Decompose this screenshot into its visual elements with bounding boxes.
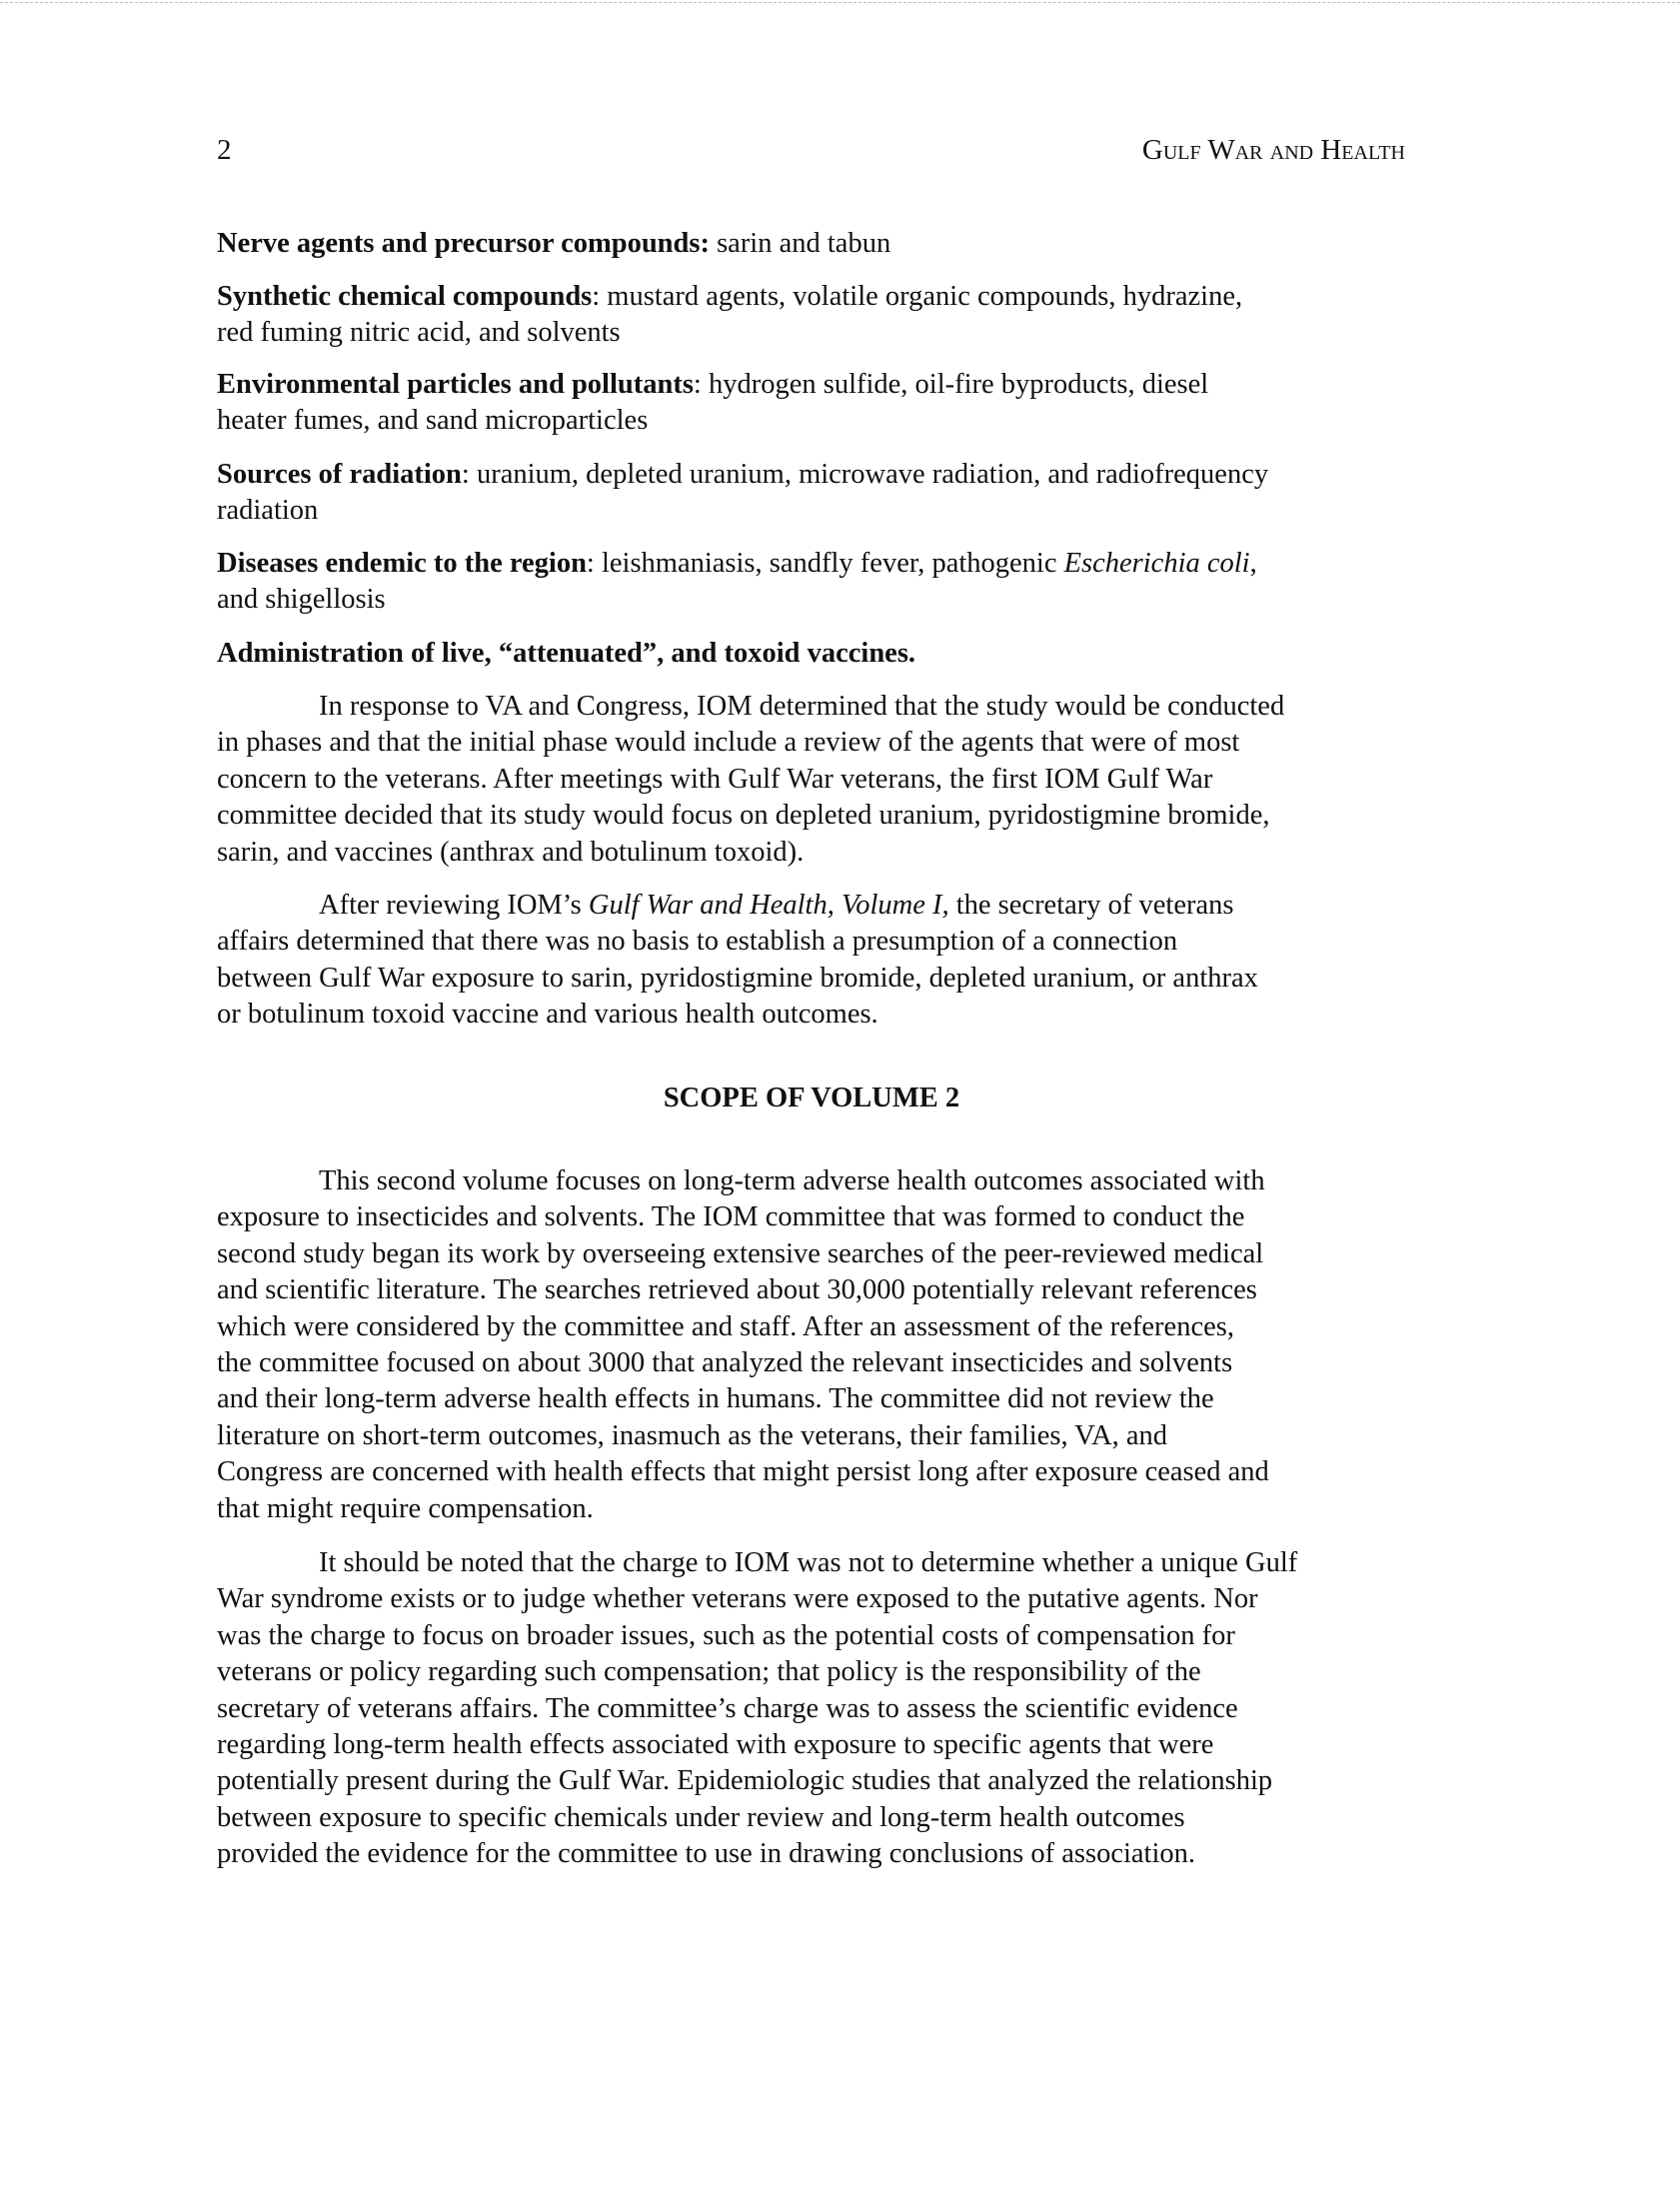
text-run: exposure to insecticides and solvents. The IOM committee that was formed to conduct the (217, 1201, 1245, 1233)
text-run: veterans or policy regarding such compensation; that policy is the responsibility of the (217, 1656, 1201, 1688)
bold-term: Sources of radiation (217, 459, 462, 490)
text-run: red fuming nitric acid, and solvents (217, 317, 621, 349)
bold-term: Nerve agents and precursor compounds: (217, 228, 710, 259)
text-line (217, 1727, 1416, 1763)
text-run: , (1249, 548, 1257, 579)
text-run: This second volume focuses on long-term adverse health outcomes associated with (319, 1165, 1265, 1196)
bold-term: Environmental particles and pollutants (217, 369, 694, 400)
text-line (217, 1236, 1416, 1272)
text-line (217, 1491, 1416, 1527)
italic-text: Gulf War and Health, Volume I, (588, 890, 949, 921)
text-run: second study began its work by overseeing extensive searches of the peer-reviewed medical (217, 1237, 1264, 1269)
text-run: was the charge to focus on broader issues, such as the potential costs of compensation for (217, 1619, 1235, 1651)
text-line (217, 1199, 1416, 1235)
text-line (217, 689, 1416, 725)
text-run: sarin and tabun (709, 228, 891, 259)
text-run: and scientific literature. The searches retrieved about 30,000 potentially relevant references (217, 1274, 1257, 1306)
text-line (217, 1381, 1416, 1417)
text-line (217, 1654, 1416, 1690)
text-run: literature on short-term outcomes, inasmuch as the veterans, their families, VA, and (217, 1419, 1168, 1451)
section-heading: SCOPE OF VOLUME 2 (663, 1083, 960, 1113)
text-line (217, 888, 1416, 924)
text-run: in phases and that the initial phase would include a review of the agents that were of most (217, 727, 1240, 759)
diseases-item (217, 546, 1416, 619)
running-header: Gulf War and Health (1141, 134, 1405, 166)
text-line (217, 1691, 1416, 1727)
environmental-item (217, 367, 1416, 440)
text-line (217, 546, 1416, 582)
text-line (217, 1454, 1416, 1490)
text-run: and their long-term adverse health effects in humans. The committee did not review the (217, 1383, 1214, 1415)
scan-edge-line (0, 2, 1680, 3)
text-line (217, 226, 1416, 262)
bold-term: Administration of live, “attenuated”, and toxoid vaccines. (217, 638, 916, 669)
text-line (217, 636, 1416, 672)
text-line (217, 1581, 1416, 1617)
text-run: between Gulf War exposure to sarin, pyridostigmine bromide, depleted uranium, or anthrax (217, 962, 1258, 994)
text-line (217, 762, 1416, 798)
text-run: After reviewing IOM’s (319, 890, 589, 921)
text-line (217, 457, 1416, 493)
text-line (217, 315, 1416, 351)
text-line (217, 924, 1416, 960)
text-run: secretary of veterans affairs. The committee’s charge was to assess the scientific evidence (217, 1692, 1238, 1724)
paragraph-charge (217, 1545, 1416, 1873)
text-line (217, 1272, 1416, 1308)
text-run: concern to the veterans. After meetings with Gulf War veterans, the first IOM Gulf War (217, 763, 1213, 795)
nerve-agents-item (217, 226, 1416, 262)
paragraph-after-reviewing (217, 888, 1416, 1034)
text-run: and shigellosis (217, 584, 386, 616)
radiation-item (217, 457, 1416, 530)
text-run: Congress are concerned with health effects that might persist long after exposure ceased and (217, 1456, 1269, 1488)
text-line (217, 835, 1416, 871)
text-run: provided the evidence for the committee to use in drawing conclusions of association. (217, 1838, 1196, 1870)
text-line (217, 798, 1416, 834)
text-line (217, 1345, 1416, 1381)
text-run: sarin, and vaccines (anthrax and botulinum toxoid). (217, 836, 805, 868)
bold-term: Synthetic chemical compounds (217, 281, 593, 312)
text-run: War syndrome exists or to judge whether veterans were exposed to the putative agents. Nor (217, 1583, 1258, 1615)
text-line (217, 1309, 1416, 1345)
paragraph-response (217, 689, 1416, 871)
text-run: potentially present during the Gulf War. Epidemiologic studies that analyzed the relationship (217, 1765, 1273, 1797)
text-line (217, 1763, 1416, 1799)
text-run: radiation (217, 495, 319, 527)
text-line (217, 403, 1416, 439)
text-run: regarding long-term health effects associated with exposure to specific agents that were (217, 1729, 1214, 1761)
text-line (217, 725, 1416, 761)
italic-text: Escherichia coli (1063, 548, 1250, 579)
text-run: It should be noted that the charge to IOM was not to determine whether a unique Gulf (319, 1547, 1298, 1578)
text-line (217, 1163, 1416, 1199)
text-run: between exposure to specific chemicals under review and long-term health outcomes (217, 1801, 1185, 1833)
text-run: affairs determined that there was no basis to establish a presumption of a connection (217, 926, 1178, 958)
text-line (217, 582, 1416, 618)
text-run: the committee focused on about 3000 that analyzed the relevant insecticides and solvents (217, 1347, 1233, 1379)
paragraph-second-volume (217, 1163, 1416, 1527)
text-run: : mustard agents, volatile organic compounds, hydrazine, (592, 281, 1243, 312)
text-run: the secretary of veterans (948, 890, 1234, 921)
text-line (217, 1800, 1416, 1836)
text-run: heater fumes, and sand microparticles (217, 405, 649, 437)
text-run: : hydrogen sulfide, oil-fire byproducts, diesel (693, 369, 1209, 400)
bold-term: Diseases endemic to the region (217, 548, 587, 579)
text-run: In response to VA and Congress, IOM determined that the study would be conducted (319, 691, 1285, 722)
vaccines-item (217, 636, 1416, 672)
text-line (217, 1618, 1416, 1654)
text-line (217, 367, 1416, 403)
page-number: 2 (217, 134, 232, 166)
text-run: or botulinum toxoid vaccine and various health outcomes. (217, 999, 878, 1031)
text-run: committee decided that its study would focus on depleted uranium, pyridostigmine bromide, (217, 800, 1270, 832)
text-run: that might require compensation. (217, 1492, 594, 1524)
text-run: : uranium, depleted uranium, microwave radiation, and radiofrequency (461, 459, 1269, 490)
text-line (217, 997, 1416, 1033)
text-run: which were considered by the committee and staff. After an assessment of the references, (217, 1310, 1234, 1342)
text-line (217, 1545, 1416, 1581)
text-line (217, 279, 1416, 315)
text-line (217, 493, 1416, 529)
text-line (217, 1836, 1416, 1872)
text-run: : leishmaniasis, sandfly fever, pathogenic (586, 548, 1064, 579)
text-line (217, 961, 1416, 997)
synthetic-chemicals-item (217, 279, 1416, 352)
text-line (217, 1418, 1416, 1454)
